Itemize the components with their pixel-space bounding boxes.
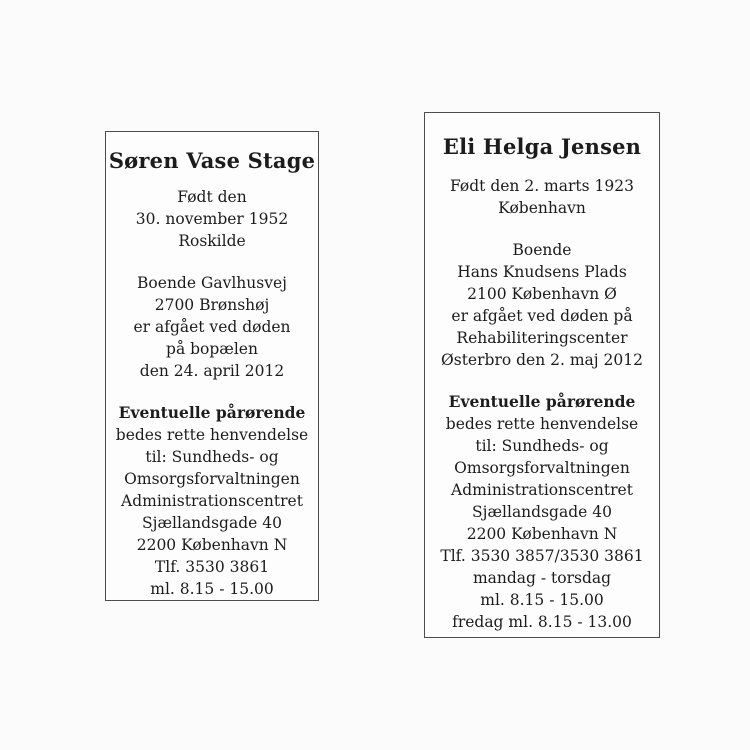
contact-heading: Eventuelle pårørende xyxy=(448,392,636,411)
birth-paragraph xyxy=(425,175,659,219)
death-paragraph xyxy=(425,239,659,371)
contact-line: bedes rette henvendelse xyxy=(115,426,309,444)
death-line: er afgået ved døden xyxy=(133,318,291,336)
contact-line: bedes rette henvendelse xyxy=(445,415,639,433)
death-line: 2100 København Ø xyxy=(467,285,617,303)
death-line: Hans Knudsens Plads xyxy=(457,263,627,281)
birth-line: Født den 2. marts 1923 xyxy=(450,177,634,195)
death-line: Boende Gavlhusvej xyxy=(137,274,287,292)
death-line: Rehabiliteringscenter xyxy=(456,329,628,347)
deceased-name: Søren Vase Stage xyxy=(108,148,316,173)
contact-line: Omsorgsforvaltningen xyxy=(454,459,630,477)
contact-paragraph xyxy=(425,391,659,633)
contact-line: til: Sundheds- og xyxy=(145,448,279,466)
birth-line: 30. november 1952 xyxy=(135,210,289,228)
contact-phone: Tlf. 3530 3861 xyxy=(154,558,270,576)
death-line: 2700 Brønshøj xyxy=(154,296,270,314)
death-notice-eli-helga-jensen xyxy=(424,112,660,638)
death-line: den 24. april 2012 xyxy=(139,362,285,380)
death-line: på bopælen xyxy=(166,340,258,358)
contact-line: 2200 København N xyxy=(466,525,618,543)
death-paragraph xyxy=(106,272,318,382)
birth-line: København xyxy=(498,199,586,217)
contact-line: til: Sundheds- og xyxy=(475,437,609,455)
contact-phone: Tlf. 3530 3857/3530 3861 xyxy=(440,547,644,565)
death-line: Boende xyxy=(512,241,572,259)
contact-line: Administrationscentret xyxy=(121,492,303,510)
contact-paragraph xyxy=(106,402,318,600)
contact-line: Omsorgsforvaltningen xyxy=(124,470,300,488)
deceased-name: Eli Helga Jensen xyxy=(442,134,642,159)
contact-line: Sjællandsgade 40 xyxy=(142,514,282,532)
death-notice-soren-vase-stage xyxy=(105,131,319,601)
birth-line: Roskilde xyxy=(178,232,246,250)
contact-hours: mandag - torsdag xyxy=(472,569,612,587)
contact-hours: ml. 8.15 - 15.00 xyxy=(150,580,274,598)
contact-hours: ml. 8.15 - 15.00 xyxy=(480,591,604,609)
contact-line: Administrationscentret xyxy=(451,481,633,499)
death-line: Østerbro den 2. maj 2012 xyxy=(441,351,643,369)
death-line: er afgået ved døden på xyxy=(451,307,633,325)
birth-paragraph xyxy=(106,186,318,252)
contact-heading: Eventuelle pårørende xyxy=(118,403,306,422)
contact-hours: fredag ml. 8.15 - 13.00 xyxy=(452,613,632,631)
birth-line: Født den xyxy=(177,188,247,206)
contact-line: 2200 København N xyxy=(136,536,288,554)
contact-line: Sjællandsgade 40 xyxy=(472,503,612,521)
